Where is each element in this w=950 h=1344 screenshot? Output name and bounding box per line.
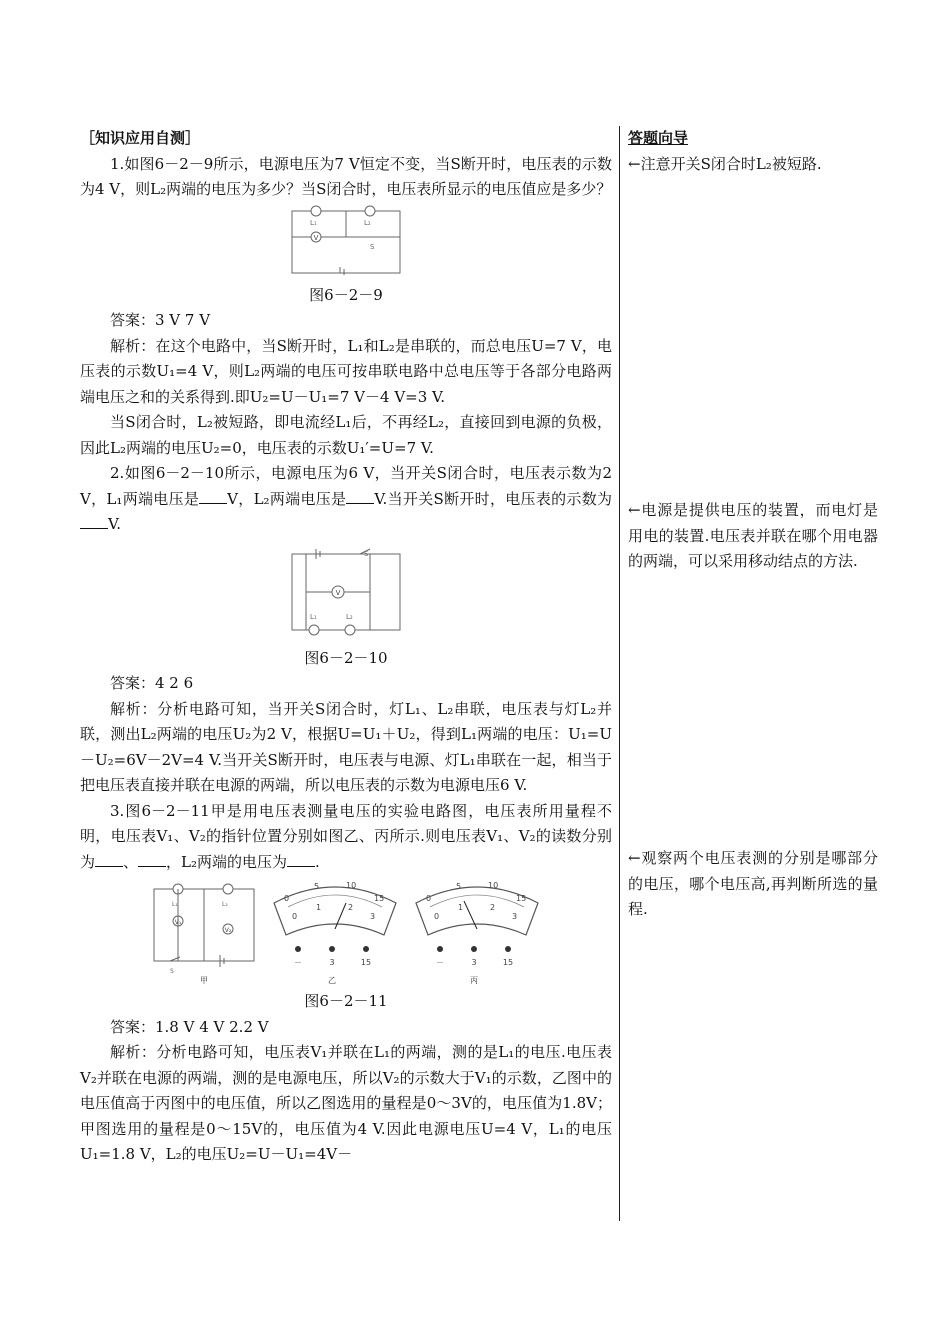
dial-tick-0-low: 0 (292, 912, 298, 921)
label-jia: 甲 (200, 976, 208, 985)
lamp-l1-label: L₁ (172, 901, 178, 908)
dial-tick-1: 1 (316, 903, 322, 912)
lamp-l2-label: L₂ (364, 218, 371, 227)
hint-1: ←注意开关S闭合时L₂被短路. (628, 154, 822, 173)
q3-text-a: 3.图6－2－11甲是用电压表测量电压的实验电路图，电压表所用量程不明，电压表V₁、V₂的指针位置分别如图乙、丙所示.则电压表V₁、V₂的读数分别为 (80, 801, 612, 871)
terminal-15: 15 (502, 958, 514, 967)
section-title: ［知识应用自测］ (80, 129, 201, 147)
terminal-3: 3 (471, 958, 477, 967)
switch-label: S (170, 968, 174, 975)
answer-blank[interactable] (95, 852, 123, 867)
dial-tick-5: 5 (456, 882, 462, 891)
q2-text-c: V.当开关S断开时，电压表的示数为 (374, 489, 613, 508)
dial-tick-0-low: 0 (434, 912, 440, 921)
terminal-negative: － (294, 958, 302, 967)
label-yi: 乙 (328, 976, 336, 985)
dial-tick-15: 15 (516, 894, 527, 903)
label-bing: 丙 (470, 976, 478, 985)
terminal-3: 3 (329, 958, 335, 967)
figure-caption-3: 图6－2－11 (304, 992, 388, 1010)
dial-tick-5: 5 (314, 882, 320, 891)
figure-caption-1: 图6－2－9 (309, 285, 383, 304)
dial-tick-1: 1 (458, 903, 464, 912)
q1-analysis-1: 解析：在这个电路中，当S断开时，L₁和L₂是串联的，而总电压U=7 V，电压表的示数U₁=4 V，则L₂两端的电压可按串联电路中总电压等于各部分电路两端电压之和的关系得到.即U₂=U－U₁=7 V－4 V=3 V. (80, 336, 612, 406)
q2-text-b: V，L₂两端电压是 (227, 489, 347, 508)
q3-text-c: ，L₂两端的电压为 (166, 852, 288, 871)
answer-blank[interactable] (138, 852, 166, 867)
lamp-l2-label: L₂ (346, 612, 353, 621)
voltmeter-label: V (335, 588, 341, 597)
voltmeter-v2-label: V₂ (224, 927, 232, 934)
dial-tick-10: 10 (346, 881, 357, 890)
voltmeter-label: V (313, 233, 319, 242)
dial-tick-2: 2 (490, 903, 496, 912)
q3-answer: 答案：1.8 V 4 V 2.2 V (110, 1017, 269, 1036)
figure-6-2-9 (80, 205, 612, 283)
circuit-diagram-2 (286, 548, 406, 640)
terminal-15: 15 (360, 958, 372, 967)
column-divider (619, 126, 620, 1221)
answer-blank[interactable] (199, 489, 227, 504)
circuit-diagram-jia (148, 879, 260, 985)
answer-blank[interactable] (346, 489, 374, 504)
lamp-l1-label: L₁ (310, 612, 317, 621)
terminal-negative: － (436, 958, 444, 967)
figure-caption-2: 图6－2－10 (304, 648, 388, 667)
hint-3: ←观察两个电压表测的分别是哪部分的电压，哪个电压高,再判断所选的量程. (628, 849, 878, 918)
hint-2: ←电源是提供电压的装置，而电灯是用电的装置.电压表并联在哪个用电器的两端，可以采用移动结点的方法. (628, 501, 878, 570)
q2-text-d: V. (108, 515, 121, 533)
hint-title: 答题向导 (628, 129, 689, 147)
q2-answer: 答案：4 2 6 (110, 674, 194, 692)
answer-blank[interactable] (80, 514, 108, 529)
dial-tick-3: 3 (512, 912, 518, 921)
q1-analysis-2: 当S闭合时，L₂被短路，即电流经L₁后，不再经L₂，直接回到电源的负极，因此L₂两端的电压U₂=0，电压表的示数U₁′=U=7 V. (80, 413, 612, 457)
switch-label: S (370, 242, 375, 251)
lamp-l1-label: L₁ (310, 218, 317, 227)
main-column (80, 126, 612, 1168)
q1-text: 1.如图6－2－9所示，电源电压为7 V恒定不变，当S断开时，电压表的示数为4 V，则L₂两端的电压为多少？当S闭合时，电压表所显示的电压值应是多少？ (80, 154, 612, 198)
figure-6-2-10 (80, 548, 612, 646)
q3-text-b: 、 (123, 852, 139, 871)
lamp-l2-label: L₂ (222, 901, 228, 908)
q3-analysis: 解析：分析电路可知，电压表V₁并联在L₁的两端，测的是L₁的电压.电压表V₂并联在电源的两端，测的是电源电压，所以V₂的示数大于V₁的示数，乙图中的电压值高于丙图中的电压值，所以乙图选用的量程是0～3V的，电压值为1.8V；甲图选用的量程是0～15V的，电压值为4 V.因此电源电压U=4 V，L₁的电压U₁=1.8 V，L₂的电压U₂=U－U₁=4V－ (80, 1043, 612, 1163)
dial-tick-15: 15 (374, 894, 385, 903)
q2-text (80, 461, 612, 538)
q3-text-d: . (315, 852, 320, 871)
voltmeter-v1-label: V₁ (174, 919, 182, 926)
q1-answer: 答案：3 V 7 V (110, 311, 211, 329)
dial-tick-0: 0 (284, 894, 290, 903)
q2-text-a: 2.如图6－2－10所示，电源电压为6 V，当开关S闭合时，电压表示数为2 V，L₁两端电压是 (80, 464, 612, 508)
dial-tick-0: 0 (426, 894, 432, 903)
q2-analysis: 解析：分析电路可知，当开关S闭合时，灯L₁、L₂串联，电压表与灯L₂并联，测出L₂两端的电压U₂为2 V，根据U=U₁＋U₂，得到L₁两端的电压：U₁=U－U₂=6V－2V=4 V.当开关S断开时，电压表与电源、灯L₁串联在一起，相当于把电压表直接并联在电源的两端，所以电压表的示数为电源电压6 V. (80, 699, 612, 794)
circuit-diagram-1 (286, 205, 406, 279)
q3-text (80, 799, 612, 876)
dial-tick-2: 2 (348, 903, 354, 912)
answer-blank[interactable] (287, 852, 315, 867)
voltmeter-dial-yi (268, 879, 402, 985)
dial-tick-3: 3 (370, 912, 376, 921)
switch-label: S (364, 549, 369, 558)
figure-6-2-11 (80, 879, 612, 989)
hint-column (628, 126, 878, 918)
voltmeter-dial-bing (410, 879, 544, 985)
dial-tick-10: 10 (488, 881, 499, 890)
